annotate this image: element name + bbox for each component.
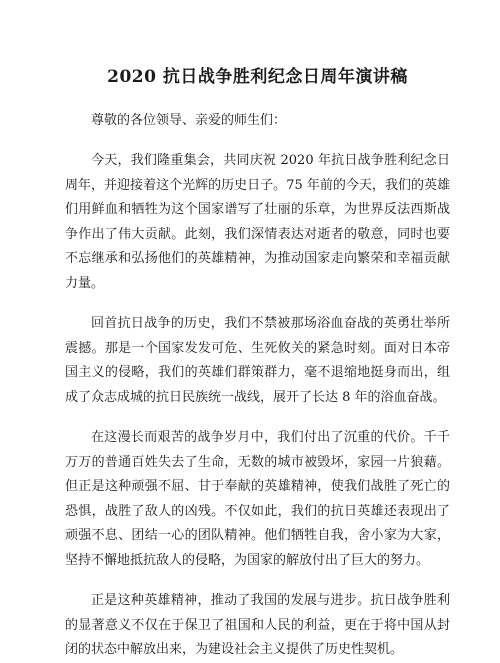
paragraph-1: 今天，我们隆重集会，共同庆祝 2020 年抗日战争胜利纪念日周年，并迎接着这个光辉的历史日子。75 年前的今天，我们的英雄们用鲜血和牺牲为这个国家谱写了壮丽的乐章，为世界反法西斯战争作出了伟大贡献。此刻，我们深情表达对逝者的敬意，同时也要不忘继承和弘扬他们的英雄精神，为推动国家走向繁荣和幸福贡献力量。 bbox=[65, 153, 450, 291]
paragraph-4: 正是这种英雄精神，推动了我国的发展与进步。抗日战争胜利的显著意义不仅在于保卫了祖国和人民的利益，更在于将中国从封闭的状态中解放出来，为建设社会主义提供了历史性契机。 bbox=[65, 593, 450, 657]
document-title: 2020 抗日战争胜利纪念日周年演讲稿 bbox=[107, 67, 408, 87]
paragraph-3: 在这漫长而艰苦的战争岁月中，我们付出了沉重的代价。千千万万的普通百姓失去了生命，无数的城市被毁坏，家园一片狼藉。但正是这种顽强不屈、甘于奉献的英雄精神，使我们战胜了死亡的恐惧，战胜了敌人的凶残。不仅如此，我们的抗日英雄还表现出了顽强不息、团结一心的团队精神。他们牺牲自我，舍小家为大家，坚持不懈地抵抗敌人的侵略，为国家的解放付出了巨大的努力。 bbox=[65, 430, 450, 568]
salutation: 尊敬的各位领导、亲爱的师生们： bbox=[91, 113, 287, 128]
paragraph-2: 回首抗日战争的历史，我们不禁被那场浴血奋战的英勇壮举所震撼。那是一个国家发发可危、生死攸关的紧急时刻。面对日本帝国主义的侵略，我们的英雄们群策群力，毫不退缩地挺身而出，组成了众志成城的抗日民族统一战线，展开了长达 8 年的浴血奋战。 bbox=[65, 316, 450, 405]
